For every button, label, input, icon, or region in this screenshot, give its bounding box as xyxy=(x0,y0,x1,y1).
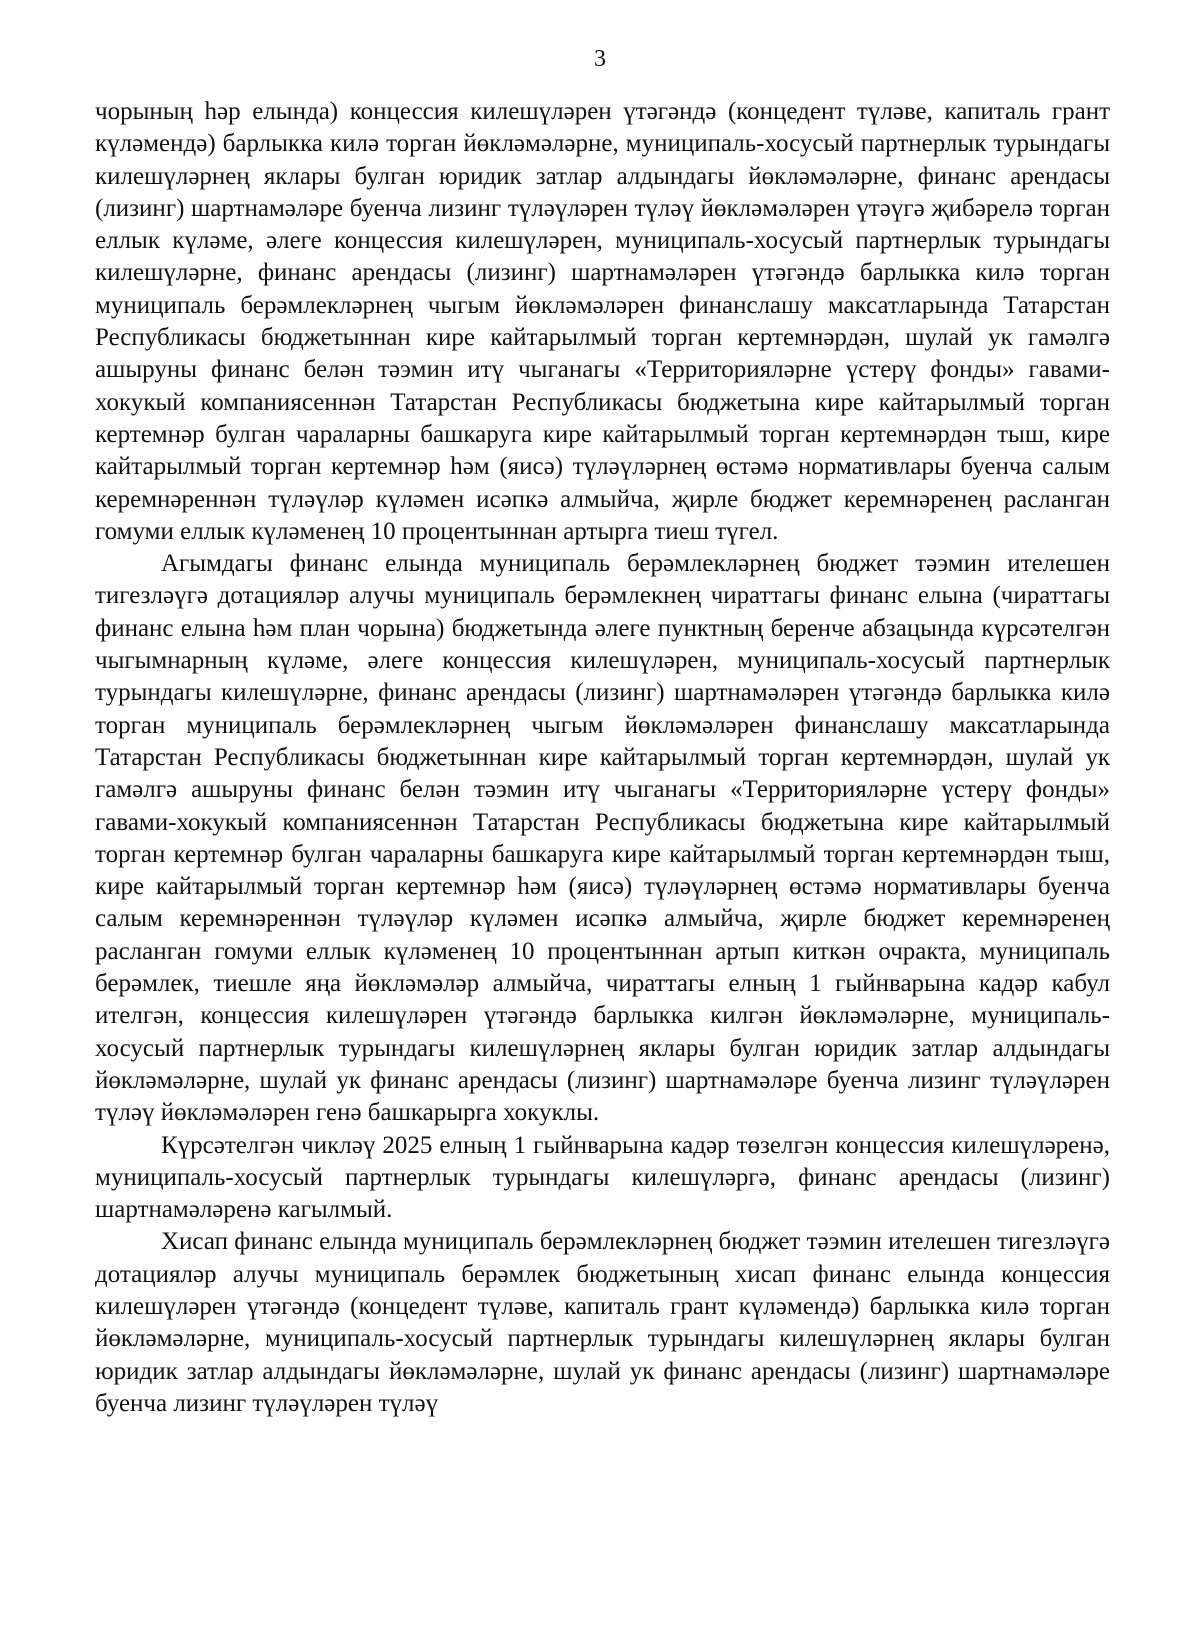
paragraph: Күрсәтелгән чикләү 2025 елның 1 гыйнварына кадәр төзелгән концессия килешүләренә, муниципаль-хосусый партнерлык турындагы килешүләргә, финанс арендасы (лизинг) шартнамәләренә кагылмый. xyxy=(95,1131,1110,1224)
paragraph: чорының һәр елында) концессия килешүләрен үтәгәндә (концедент түләве, капиталь грант күләмендә) барлыкка килә торган йөкләмәләрне, муниципаль-хосусый партнерлык турындагы килешүләрнең яклары булган юридик затлар алдындагы йөкләмәләрне, финанс арендасы (лизинг) шартнамәләре буенча лизинг түләүләрен түләү йөкләмәләрен үтәүгә җибәрелә торган еллык күләме, әлеге концессия килешүләрен, муниципаль-хосусый партнерлык турындагы килешүләрне, финанс арендасы (лизинг) шартнамәләрен үтәгәндә барлыкка килә торган муниципаль берәмлекләрнең чыгым йөкләмәләрен финанслашу максатларында Татарстан Республикасы бюджетыннан кире кайтарылмый торган кертемнәрдән, шулай ук гамәлгә ашыруны финанс белән тәэмин итү чыганагы «Территорияләрне үстерү фонды» гавами-хокукый компаниясеннән Татарстан Республикасы бюджетына кире кайтарылмый торган кертемнәр булган чараларны башкаруга кире кайтарылмый торган кертемнәрдән тыш, кире кайтарылмый торган кертемнәр һәм (яисә) түләүләрнең өстәмә нормативлары буенча салым керемнәреннән түләүләр күләмен исәпкә алмыйча, җирле бюджет керемнәренең расланган гомуми еллык күләменең 10 процентыннан артырга тиеш түгел. xyxy=(95,98,1110,545)
paragraph: Хисап финанс елында муниципаль берәмлекләрнең бюджет тәэмин ителешен тигезләүгә дотацияләр алучы муниципаль берәмлек бюджетының хисап финанс елында концессия килешүләрен үтәгәндә (концедент түләве, капиталь грант күләмендә) барлыкка килә торган йөкләмәләрне, муниципаль-хосусый партнерлык турындагы килешүләрнең яклары булган юридик затлар алдындагы йөкләмәләрне, шулай ук финанс арендасы (лизинг) шартнамәләре буенча лизинг түләүләрен түләү xyxy=(95,1228,1110,1417)
paragraph: Агымдагы финанс елында муниципаль берәмлекләрнең бюджет тәэмин ителешен тигезләүгә дотацияләр алучы муниципаль берәмлекнең чираттагы финанс елына (чираттагы финанс елына һәм план чорына) бюджетында әлеге пунктның беренче абзацында күрсәтелгән чыгымнарның күләме, әлеге концессия килешүләрен, муниципаль-хосусый партнерлык турындагы килешүләрне, финанс арендасы (лизинг) шартнамәләрен үтәгәндә барлыкка килә торган муниципаль берәмлекләрнең чыгым йөкләмәләрен финанслашу максатларында Татарстан Республикасы бюджетыннан кире кайтарылмый торган кертемнәрдән, шулай ук гамәлгә ашыруны финанс белән тәэмин итү чыганагы «Территорияләрне үстерү фонды» гавами-хокукый компаниясеннән Татарстан Республикасы бюджетына кире кайтарылмый торган кертемнәр булган чараларны башкаруга кире кайтарылмый торган кертемнәрдән тыш, кире кайтарылмый торган кертемнәр һәм (яисә) түләүләрнең өстәмә нормативлары буенча салым керемнәреннән түләүләр күләмен исәпкә алмыйча, җирле бюджет керемнәренең расланган гомуми еллык күләменең 10 процентыннан артып киткән очракта, муниципаль берәмлек, тиешле яңа йөкләмәләр алмыйча, чираттагы елның 1 гыйнварына кадәр кабул ителгән, концессия килешүләрен үтәгәндә барлыкка килгән йөкләмәләрне, муниципаль-хосусый партнерлык турындагы килешүләрнең яклары булган юридик затлар алдындагы йөкләмәләрне, шулай ук финанс арендасы (лизинг) шартнамәләре буенча лизинг түләүләрен түләү йөкләмәләрен генә башкарырга хокуклы. xyxy=(95,550,1110,1127)
document-body xyxy=(95,96,1110,1420)
page-number: 3 xyxy=(594,46,606,72)
